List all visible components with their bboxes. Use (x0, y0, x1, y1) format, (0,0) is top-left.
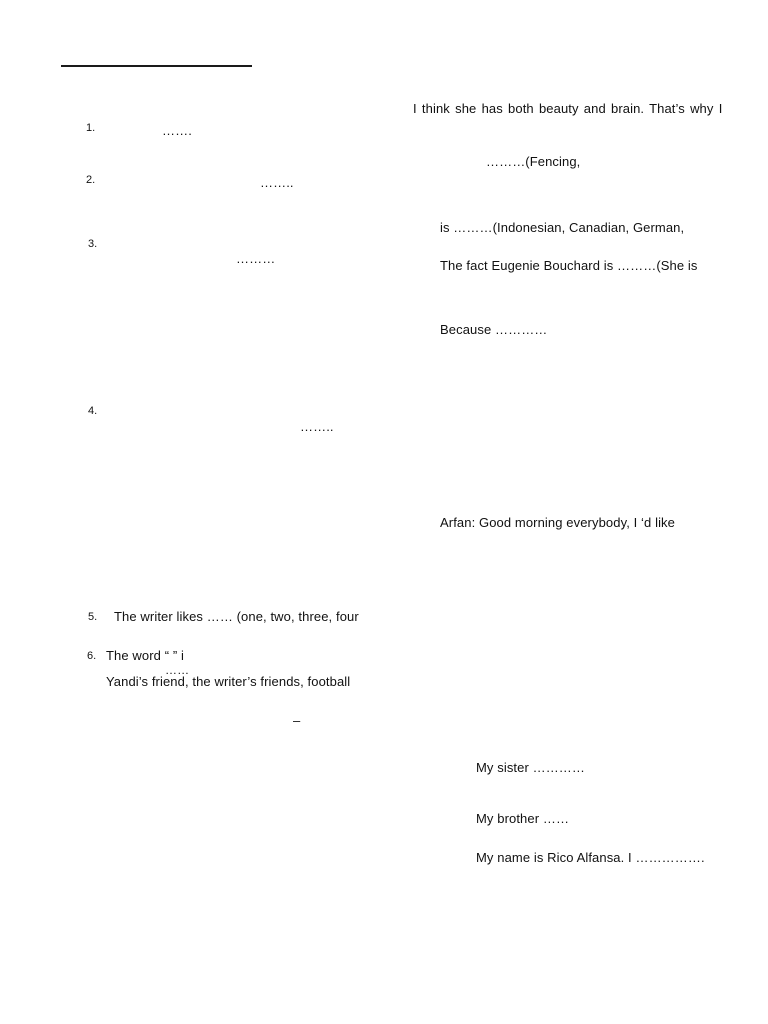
question-6-text: The word “ ” i (106, 648, 184, 663)
right-line-nationality: is ………(Indonesian, Canadian, German, (440, 220, 685, 235)
right-line-fact: The fact Eugenie Bouchard is ………(She is (440, 258, 698, 273)
question-6-continuation: Yandi’s friend, the writer’s friends, football (106, 674, 351, 689)
question-4-blank: …….. (300, 419, 334, 434)
question-3-blank: ……… (236, 251, 276, 266)
title-underline (61, 65, 252, 67)
question-5-number: 5. (88, 611, 98, 623)
question-6-number: 6. (87, 650, 97, 662)
question-2-number: 2. (86, 174, 96, 186)
question-4-number: 4. (88, 405, 98, 417)
right-line-intro: I think she has both beauty and brain. That’s why I (413, 101, 723, 116)
question-2-blank: …….. (260, 175, 294, 190)
question-5-text: The writer likes …… (one, two, three, four (114, 609, 359, 624)
right-line-arfan: Arfan: Good morning everybody, I ‘d like (440, 515, 675, 530)
right-line-name: My name is Rico Alfansa. I ……………. (476, 850, 705, 865)
right-line-because: Because ………… (440, 322, 548, 337)
question-1-blank: ……. (162, 123, 192, 138)
right-line-brother: My brother …… (476, 811, 570, 826)
question-3-number: 3. (88, 238, 98, 250)
right-line-sister: My sister ………… (476, 760, 586, 775)
dash-mark: – (293, 713, 301, 728)
question-1-number: 1. (86, 122, 96, 134)
right-line-fencing: ………(Fencing, (486, 154, 581, 169)
question-6-blank: …… (165, 663, 190, 677)
